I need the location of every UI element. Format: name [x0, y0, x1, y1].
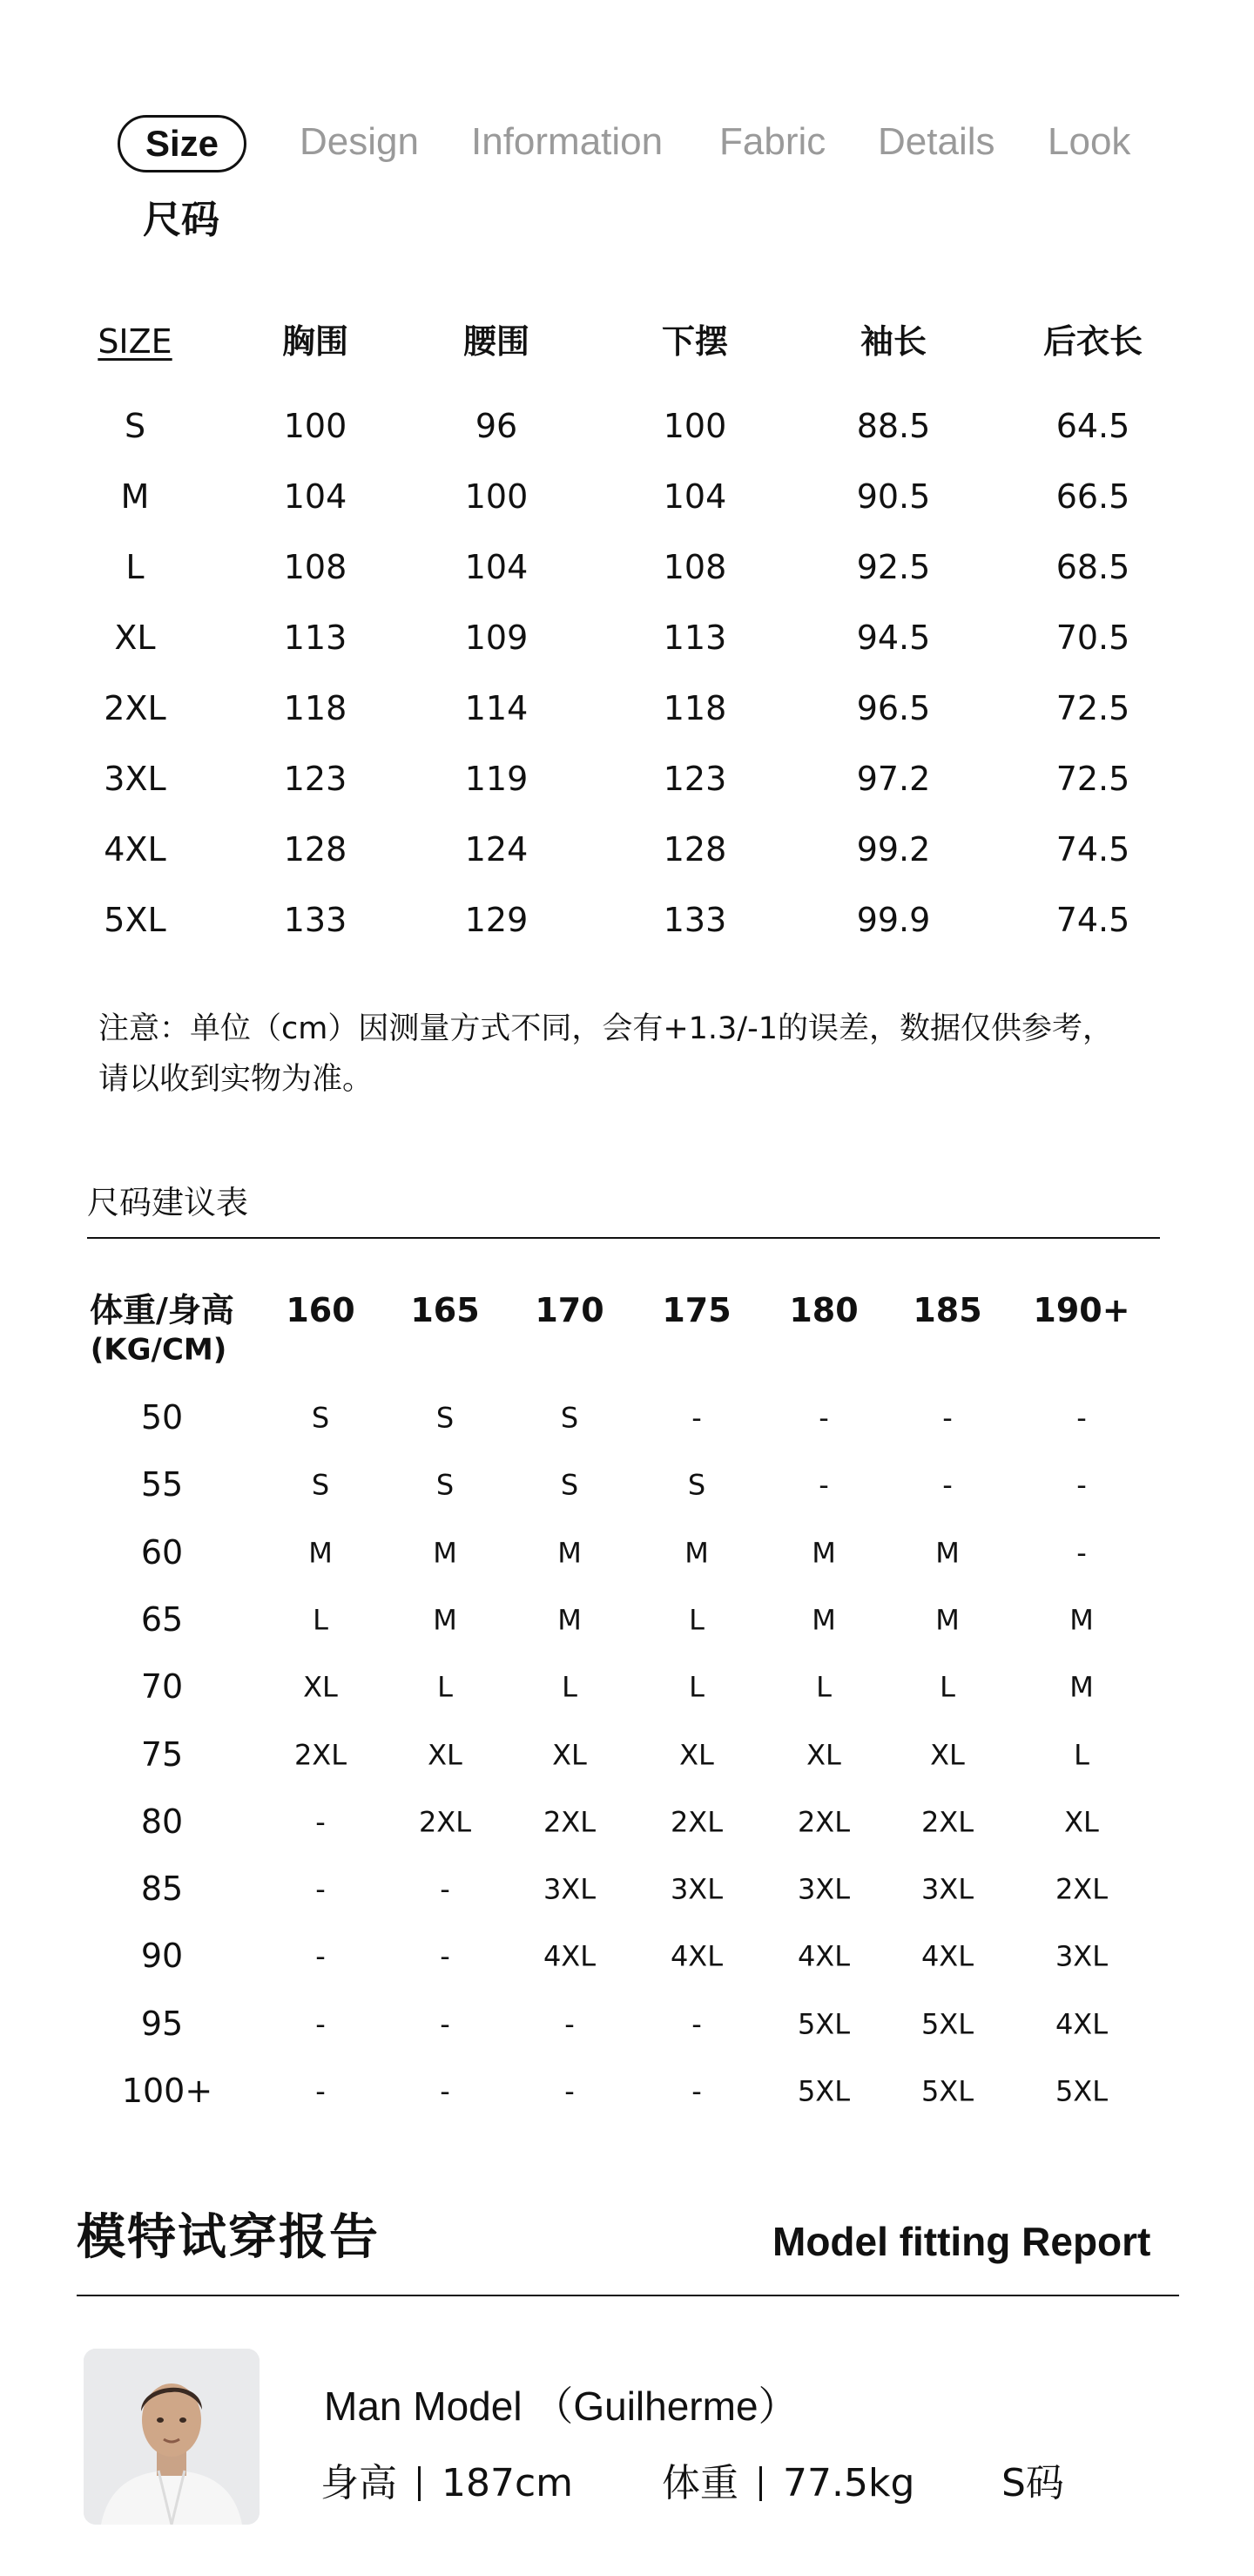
recommended-size-cell: XL	[552, 1737, 587, 1771]
weight-row-label: 55	[140, 1465, 184, 1504]
size-table-cell: 100	[663, 407, 727, 446]
height-column-header: 185	[913, 1291, 982, 1330]
model-name: Man Model （Guilherme）	[324, 2383, 799, 2429]
recommended-size-cell: -	[942, 1468, 953, 1502]
size-row-label: S	[124, 407, 146, 446]
size-row-label: L	[125, 548, 145, 587]
weight-row-label: 70	[140, 1667, 184, 1707]
weight-row-label: 80	[140, 1802, 184, 1841]
recommended-size-cell: S	[435, 1468, 455, 1502]
height-column-header: 175	[662, 1291, 732, 1330]
size-table-cell: 128	[663, 830, 727, 869]
recommended-size-cell: 3XL	[1055, 1939, 1109, 1973]
recommended-size-cell: S	[560, 1401, 579, 1435]
size-table-cell: 100	[283, 407, 347, 446]
recommended-size-cell: M	[935, 1536, 960, 1569]
recommended-size-cell: 4XL	[920, 1939, 974, 1973]
size-table-cell: 68.5	[1055, 548, 1130, 587]
recommended-size-cell: M	[557, 1603, 582, 1637]
recommended-size-cell: 2XL	[543, 1805, 597, 1839]
height-value: 187cm	[442, 2461, 574, 2505]
recommended-size-cell: -	[315, 1939, 326, 1973]
recommended-size-cell: 3XL	[797, 1872, 851, 1906]
tab-information[interactable]: Information	[471, 120, 664, 163]
height-column-header: 180	[789, 1291, 859, 1330]
recommended-size-cell: -	[440, 2074, 450, 2108]
size-table-cell: 72.5	[1055, 760, 1130, 799]
size-row-label: XL	[114, 619, 156, 658]
recommended-size-cell: S	[435, 1401, 455, 1435]
size-table-cell: 113	[283, 619, 347, 658]
recommended-size-cell: -	[691, 1401, 702, 1435]
recommended-size-cell: -	[564, 2074, 575, 2108]
recommended-size-cell: -	[440, 1939, 450, 1973]
size-table-cell: 128	[283, 830, 347, 869]
recommended-size-cell: 5XL	[797, 2074, 851, 2108]
weight-row-label: 60	[140, 1532, 184, 1572]
size-table-cell: 74.5	[1055, 901, 1130, 940]
recommended-size-cell: S	[311, 1468, 330, 1502]
tab-size[interactable]	[118, 115, 246, 172]
recommended-size-cell: 2XL	[797, 1805, 851, 1839]
recommended-size-cell: -	[315, 1805, 326, 1839]
weight-row-label: 75	[140, 1734, 184, 1774]
recommended-size-cell: 2XL	[1055, 1872, 1109, 1906]
height-column-header: 165	[410, 1291, 480, 1330]
size-table-cell: 94.5	[856, 619, 931, 658]
size-table-cell: 113	[663, 619, 727, 658]
size-table-cell: 119	[464, 760, 529, 799]
recommended-size-cell: 5XL	[1055, 2074, 1109, 2108]
weight-row-label: 95	[140, 2004, 184, 2043]
size-table-cell: 92.5	[856, 548, 931, 587]
size-column-header: 胸围	[281, 322, 349, 362]
recommended-size-cell: M	[812, 1536, 836, 1569]
recommended-size-cell: -	[440, 2007, 450, 2041]
tab-size-subtitle: 尺码	[143, 198, 219, 242]
recommended-size-cell: M	[557, 1536, 582, 1569]
size-table-cell: 123	[283, 760, 347, 799]
size-column-header: 腰围	[462, 322, 530, 362]
size-table-cell: 129	[464, 901, 529, 940]
recommended-size-cell: XL	[806, 1737, 841, 1771]
size-column-header: 下摆	[661, 322, 729, 362]
recommended-size-cell: XL	[679, 1737, 714, 1771]
recommended-size-cell: 3XL	[670, 1872, 724, 1906]
weight-row-label: 50	[140, 1398, 184, 1437]
size-table-cell: 133	[283, 901, 347, 940]
corner-unit: (KG/CM)	[90, 1332, 227, 1368]
recommended-size-cell: 2XL	[418, 1805, 472, 1839]
model-size: S码	[1001, 2461, 1064, 2505]
recommended-size-cell: L	[940, 1670, 955, 1704]
height-label: 身高	[320, 2461, 397, 2505]
size-table-cell: 96	[475, 407, 518, 446]
recommended-size-cell: S	[311, 1401, 330, 1435]
size-column-header: 袖长	[860, 322, 927, 362]
recommended-size-cell: M	[935, 1603, 960, 1637]
size-table-cell: 90.5	[856, 477, 931, 517]
size-table-cell: 123	[663, 760, 727, 799]
recommended-size-cell: M	[433, 1536, 457, 1569]
recommended-size-cell: XL	[930, 1737, 965, 1771]
height-column-header: 170	[535, 1291, 604, 1330]
note-line: 请以收到实物为准。	[98, 1062, 374, 1097]
recommended-size-cell: -	[691, 2007, 702, 2041]
weight-label: 体重	[662, 2461, 738, 2505]
recommended-size-cell: 5XL	[920, 2007, 974, 2041]
recommended-size-cell: L	[816, 1670, 832, 1704]
size-table-cell: 97.2	[856, 760, 931, 799]
size-column-header: SIZE	[98, 322, 172, 362]
recommended-size-cell: 3XL	[543, 1872, 597, 1906]
recommended-size-cell: M	[812, 1603, 836, 1637]
recommended-size-cell: L	[562, 1670, 577, 1704]
size-table-cell: 118	[283, 689, 347, 728]
size-table-cell: 96.5	[856, 689, 931, 728]
recommended-size-cell: L	[1074, 1737, 1089, 1771]
recommended-size-cell: M	[1069, 1603, 1094, 1637]
recommended-size-cell: -	[691, 2074, 702, 2108]
recommended-size-cell: M	[1069, 1670, 1094, 1704]
size-table-cell: 72.5	[1055, 689, 1130, 728]
recommended-size-cell: -	[564, 2007, 575, 2041]
recommended-size-cell: -	[315, 1872, 326, 1906]
size-column-header: 后衣长	[1042, 322, 1143, 362]
recommended-size-cell: 5XL	[920, 2074, 974, 2108]
recommended-size-cell: 4XL	[797, 1939, 851, 1973]
divider	[77, 2295, 1179, 2296]
divider	[87, 1237, 1160, 1239]
report-title: 模特试穿报告	[77, 2209, 380, 2266]
recommended-size-cell: L	[313, 1603, 328, 1637]
size-table-cell: 133	[663, 901, 727, 940]
recommended-size-cell: XL	[1064, 1805, 1099, 1839]
size-table-cell: 64.5	[1055, 407, 1130, 446]
size-table-cell: 104	[464, 548, 529, 587]
recommended-size-cell: 2XL	[670, 1805, 724, 1839]
recommended-size-cell: L	[437, 1670, 453, 1704]
size-table-cell: 118	[663, 689, 727, 728]
size-row-label: 5XL	[104, 901, 166, 940]
size-row-label: 3XL	[104, 760, 166, 799]
tab-design[interactable]: Design	[300, 120, 419, 163]
measurement-note	[98, 1004, 1178, 1105]
weight-value: 77.5kg	[783, 2461, 915, 2505]
recommended-size-cell: 5XL	[797, 2007, 851, 2041]
size-table-cell: 70.5	[1055, 619, 1130, 658]
recommended-size-cell: -	[440, 1872, 450, 1906]
size-table-cell: 114	[464, 689, 529, 728]
recommended-size-cell: 4XL	[1055, 2007, 1109, 2041]
recommended-size-cell: -	[1076, 1536, 1087, 1569]
recommended-size-cell: S	[560, 1468, 579, 1502]
tab-size-label: Size	[145, 123, 219, 164]
recommended-size-cell: M	[433, 1603, 457, 1637]
size-table-cell: 66.5	[1055, 477, 1130, 517]
recommended-size-cell: S	[687, 1468, 706, 1502]
weight-row-label: 85	[140, 1869, 184, 1909]
recommended-size-cell: -	[819, 1401, 829, 1435]
tab-look[interactable]: Look	[1048, 120, 1131, 163]
recommended-size-cell: M	[684, 1536, 709, 1569]
size-table-cell: 74.5	[1055, 830, 1130, 869]
recommended-size-cell: 4XL	[543, 1939, 597, 1973]
recommended-size-cell: -	[819, 1468, 829, 1502]
size-table-cell: 88.5	[856, 407, 931, 446]
recommended-size-cell: M	[308, 1536, 333, 1569]
recommendation-title: 尺码建议表	[87, 1184, 248, 1221]
size-table-cell: 104	[663, 477, 727, 517]
size-table-cell: 99.9	[856, 901, 931, 940]
size-row-label: M	[120, 477, 150, 517]
size-row-label: 2XL	[104, 689, 166, 728]
recommended-size-cell: 4XL	[670, 1939, 724, 1973]
recommended-size-cell: L	[689, 1603, 705, 1637]
size-table-cell: 109	[464, 619, 529, 658]
height-column-header: 190+	[1033, 1291, 1130, 1330]
recommended-size-cell: -	[315, 2007, 326, 2041]
size-table-cell: 108	[283, 548, 347, 587]
corner-label: 体重/身高	[90, 1291, 234, 1330]
size-table-cell: 104	[283, 477, 347, 517]
size-table-cell: 108	[663, 548, 727, 587]
model-height	[320, 2451, 573, 2507]
recommended-size-cell: L	[689, 1670, 705, 1704]
report-title-en: Model fitting Report	[772, 2219, 1151, 2264]
weight-row-label: 100+	[121, 2072, 213, 2111]
recommended-size-cell: -	[315, 2074, 326, 2108]
size-row-label: 4XL	[104, 830, 166, 869]
recommended-size-cell: XL	[428, 1737, 462, 1771]
tab-details[interactable]: Details	[878, 120, 995, 163]
size-table-cell: 99.2	[856, 830, 931, 869]
model-avatar	[84, 2349, 260, 2525]
size-table-cell: 124	[464, 830, 529, 869]
recommended-size-cell: -	[942, 1401, 953, 1435]
recommended-size-cell: 2XL	[920, 1805, 974, 1839]
separator	[418, 2466, 421, 2501]
recommended-size-cell: XL	[303, 1670, 338, 1704]
recommended-size-cell: -	[1076, 1401, 1087, 1435]
model-weight	[662, 2451, 914, 2507]
tab-fabric[interactable]: Fabric	[719, 120, 826, 163]
separator	[759, 2466, 762, 2501]
weight-row-label: 90	[140, 1937, 184, 1976]
size-table-cell: 100	[464, 477, 529, 517]
recommended-size-cell: -	[1076, 1468, 1087, 1502]
note-line: 注意：单位（cm）因测量方式不同，会有+1.3/-1的误差，数据仅供参考，	[98, 1011, 1114, 1046]
height-column-header: 160	[286, 1291, 355, 1330]
recommended-size-cell: 2XL	[293, 1737, 347, 1771]
weight-row-label: 65	[140, 1599, 184, 1639]
recommended-size-cell: 3XL	[920, 1872, 974, 1906]
